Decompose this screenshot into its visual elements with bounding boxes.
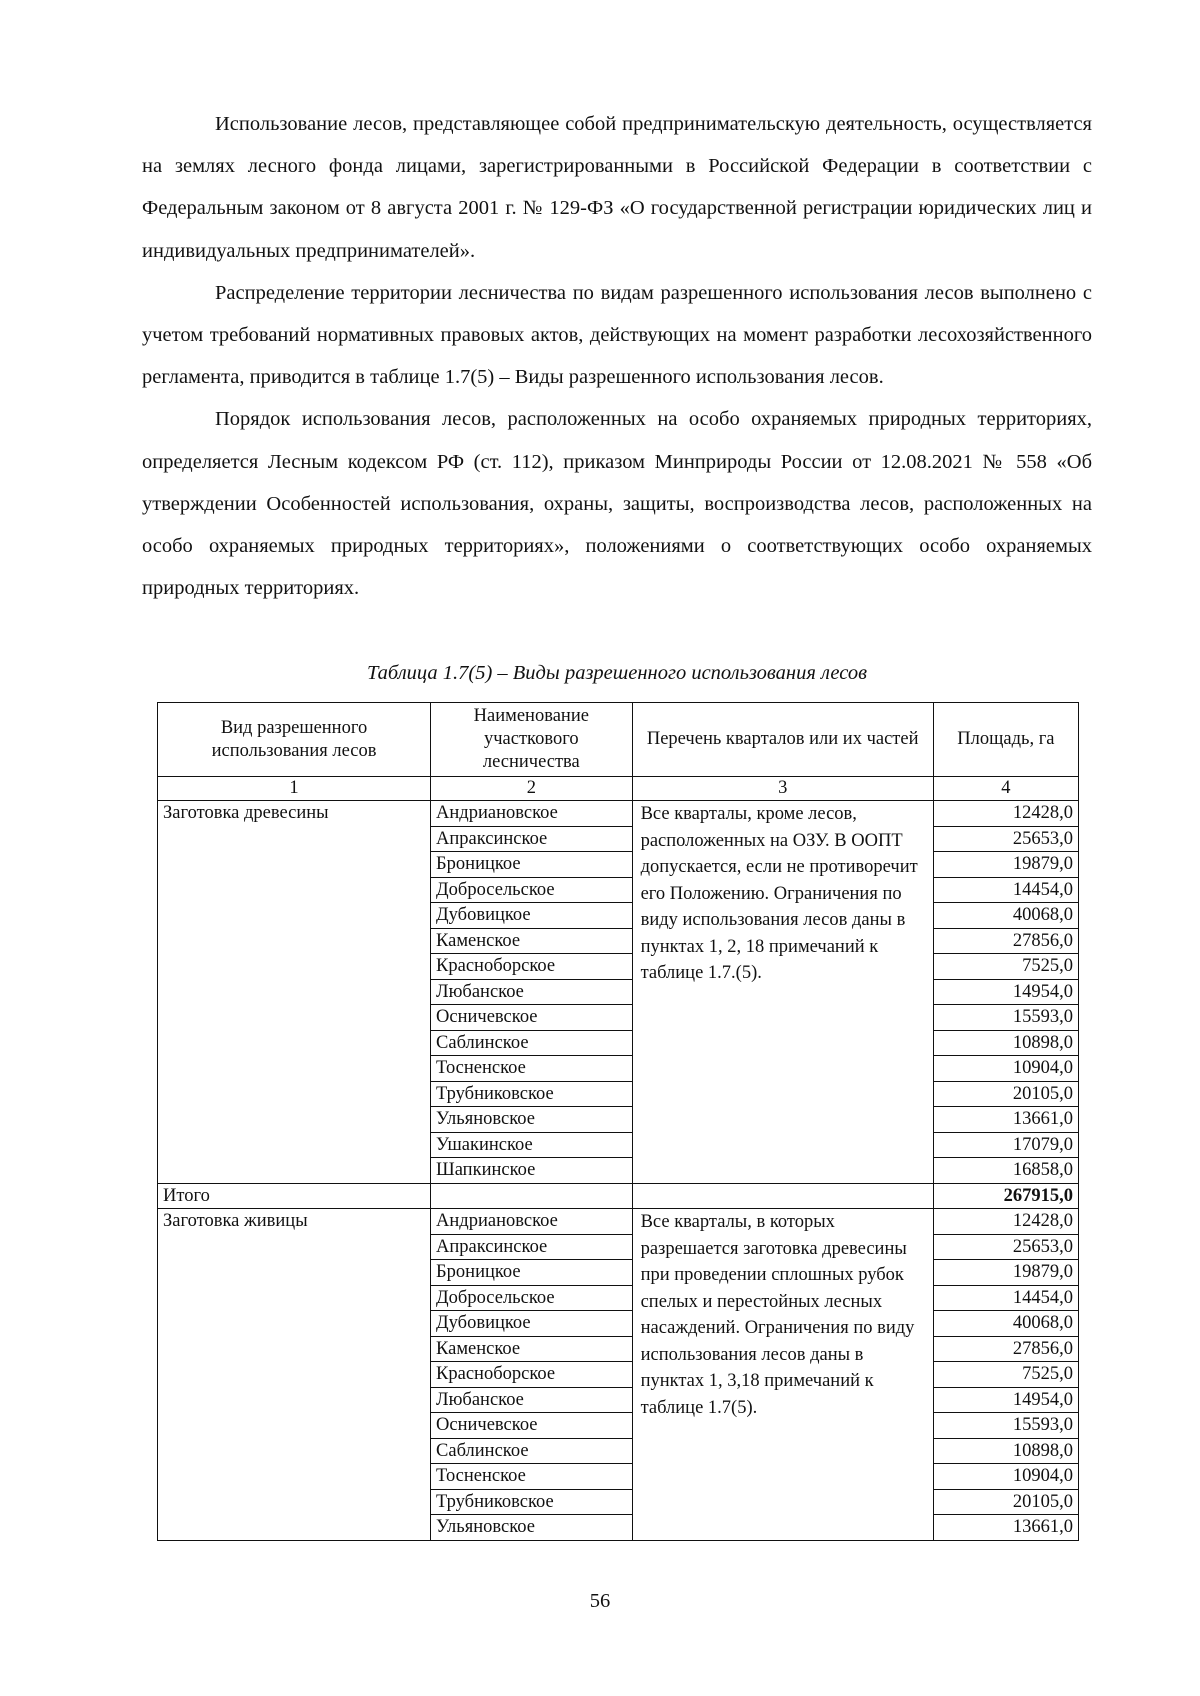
area-cell: 10898,0 xyxy=(933,1438,1078,1464)
area-cell: 19879,0 xyxy=(933,1260,1078,1286)
district-name-cell: Красноборское xyxy=(431,1362,633,1388)
area-cell: 14454,0 xyxy=(933,1285,1078,1311)
district-name-cell: Апраксинское xyxy=(431,1234,633,1260)
district-name-cell: Дубовицкое xyxy=(431,903,633,929)
area-cell: 10904,0 xyxy=(933,1464,1078,1490)
total-value-cell: 267915,0 xyxy=(933,1183,1078,1209)
area-cell: 15593,0 xyxy=(933,1413,1078,1439)
area-cell: 13661,0 xyxy=(933,1515,1078,1541)
table-row xyxy=(158,1209,1079,1235)
area-cell: 10898,0 xyxy=(933,1030,1078,1056)
column-number: 4 xyxy=(933,777,1078,801)
use-type-cell: Заготовка живицы xyxy=(158,1209,431,1541)
table-row xyxy=(158,801,1079,827)
area-cell: 10904,0 xyxy=(933,1056,1078,1082)
table-caption: Таблица 1.7(5) – Виды разрешенного использования лесов xyxy=(366,662,868,684)
area-cell: 14954,0 xyxy=(933,979,1078,1005)
district-name-cell: Любанское xyxy=(431,1387,633,1413)
district-name-cell: Ульяновское xyxy=(431,1515,633,1541)
district-name-cell: Андриановское xyxy=(431,801,633,827)
forest-use-table xyxy=(157,702,1079,1541)
area-cell: 15593,0 xyxy=(933,1005,1078,1031)
area-cell: 7525,0 xyxy=(933,1362,1078,1388)
district-name-cell: Трубниковское xyxy=(431,1489,633,1515)
area-cell: 19879,0 xyxy=(933,852,1078,878)
district-name-cell: Добросельское xyxy=(431,1285,633,1311)
empty-cell xyxy=(431,1183,633,1209)
district-name-cell: Саблинское xyxy=(431,1438,633,1464)
total-row xyxy=(158,1183,1079,1209)
area-cell: 27856,0 xyxy=(933,1336,1078,1362)
table-header-row xyxy=(158,703,1079,777)
district-name-cell: Тосненское xyxy=(431,1056,633,1082)
area-cell: 27856,0 xyxy=(933,928,1078,954)
area-cell: 12428,0 xyxy=(933,801,1078,827)
quarters-description-cell: Все кварталы, кроме лесов, расположенных на ОЗУ. В ООПТ допускается, если не противоречит его Положению. Ограничения по виду использования лесов даны в пунктах 1, 2, 18 примечаний к таблице 1.7.(5). xyxy=(632,801,933,1184)
district-name-cell: Любанское xyxy=(431,979,633,1005)
district-name-cell: Каменское xyxy=(431,928,633,954)
body-text xyxy=(142,103,1092,609)
header-area: Площадь, га xyxy=(933,703,1078,777)
empty-cell xyxy=(632,1183,933,1209)
area-cell: 14454,0 xyxy=(933,877,1078,903)
table-body xyxy=(158,777,1079,1541)
paragraph-entrepreneurial-use: Использование лесов, представляющее собой предпринимательскую деятельность, осуществляется на землях лесного фонда лицами, зарегистрированными в Российской Федерации в соответствии с Федеральным законом от 8 августа 2001 г. № 129-ФЗ «О государственной регистрации юридических лиц и индивидуальных предпринимателей». xyxy=(142,113,1092,262)
district-name-cell: Шапкинское xyxy=(431,1158,633,1184)
area-cell: 25653,0 xyxy=(933,826,1078,852)
district-name-cell: Апраксинское xyxy=(431,826,633,852)
district-name-cell: Саблинское xyxy=(431,1030,633,1056)
use-type-cell: Заготовка древесины xyxy=(158,801,431,1184)
paragraph-protected-areas: Порядок использования лесов, расположенных на особо охраняемых природных территориях, определяется Лесным кодексом РФ (ст. 112), приказом Минприроды России от 12.08.2021 № 558 «Об утверждении Особенностей использования, охраны, защиты, воспроизводства лесов, расположенных на особо охраняемых природных территориях», положениями о соответствующих особо охраняемых природных территориях. xyxy=(142,408,1092,600)
area-cell: 7525,0 xyxy=(933,954,1078,980)
area-cell: 20105,0 xyxy=(933,1489,1078,1515)
column-number: 2 xyxy=(431,777,633,801)
district-name-cell: Ульяновское xyxy=(431,1107,633,1133)
district-name-cell: Броницкое xyxy=(431,852,633,878)
area-cell: 40068,0 xyxy=(933,903,1078,929)
page-number: 56 xyxy=(589,1590,611,1612)
district-name-cell: Осничевское xyxy=(431,1005,633,1031)
header-quarters: Перечень кварталов или их частей xyxy=(632,703,933,777)
area-cell: 16858,0 xyxy=(933,1158,1078,1184)
area-cell: 40068,0 xyxy=(933,1311,1078,1337)
district-name-cell: Добросельское xyxy=(431,877,633,903)
column-number: 3 xyxy=(632,777,933,801)
area-cell: 12428,0 xyxy=(933,1209,1078,1235)
district-name-cell: Осничевское xyxy=(431,1413,633,1439)
district-name-cell: Броницкое xyxy=(431,1260,633,1286)
area-cell: 20105,0 xyxy=(933,1081,1078,1107)
area-cell: 17079,0 xyxy=(933,1132,1078,1158)
header-district: Наименование участкового лесничества xyxy=(431,703,633,777)
paragraph-territory-distribution: Распределение территории лесничества по видам разрешенного использования лесов выполнено с учетом требований нормативных правовых актов, действующих на момент разработки лесохозяйственного регламента, приводится в таблице 1.7(5) – Виды разрешенного использования лесов. xyxy=(142,281,1092,389)
district-name-cell: Ушакинское xyxy=(431,1132,633,1158)
area-cell: 14954,0 xyxy=(933,1387,1078,1413)
district-name-cell: Каменское xyxy=(431,1336,633,1362)
area-cell: 25653,0 xyxy=(933,1234,1078,1260)
district-name-cell: Красноборское xyxy=(431,954,633,980)
district-name-cell: Тосненское xyxy=(431,1464,633,1490)
total-label-cell: Итого xyxy=(158,1183,431,1209)
quarters-description-cell: Все кварталы, в которых разрешается заготовка древесины при проведении сплошных рубок спелых и перестойных лесных насаждений. Ограничения по виду использования лесов даны в пунктах 1, 3,18 примечаний к таблице 1.7(5). xyxy=(632,1209,933,1541)
district-name-cell: Андриановское xyxy=(431,1209,633,1235)
column-number: 1 xyxy=(158,777,431,801)
header-use-type: Вид разрешенного использования лесов xyxy=(158,703,431,777)
district-name-cell: Дубовицкое xyxy=(431,1311,633,1337)
area-cell: 13661,0 xyxy=(933,1107,1078,1133)
column-number-row xyxy=(158,777,1079,801)
district-name-cell: Трубниковское xyxy=(431,1081,633,1107)
